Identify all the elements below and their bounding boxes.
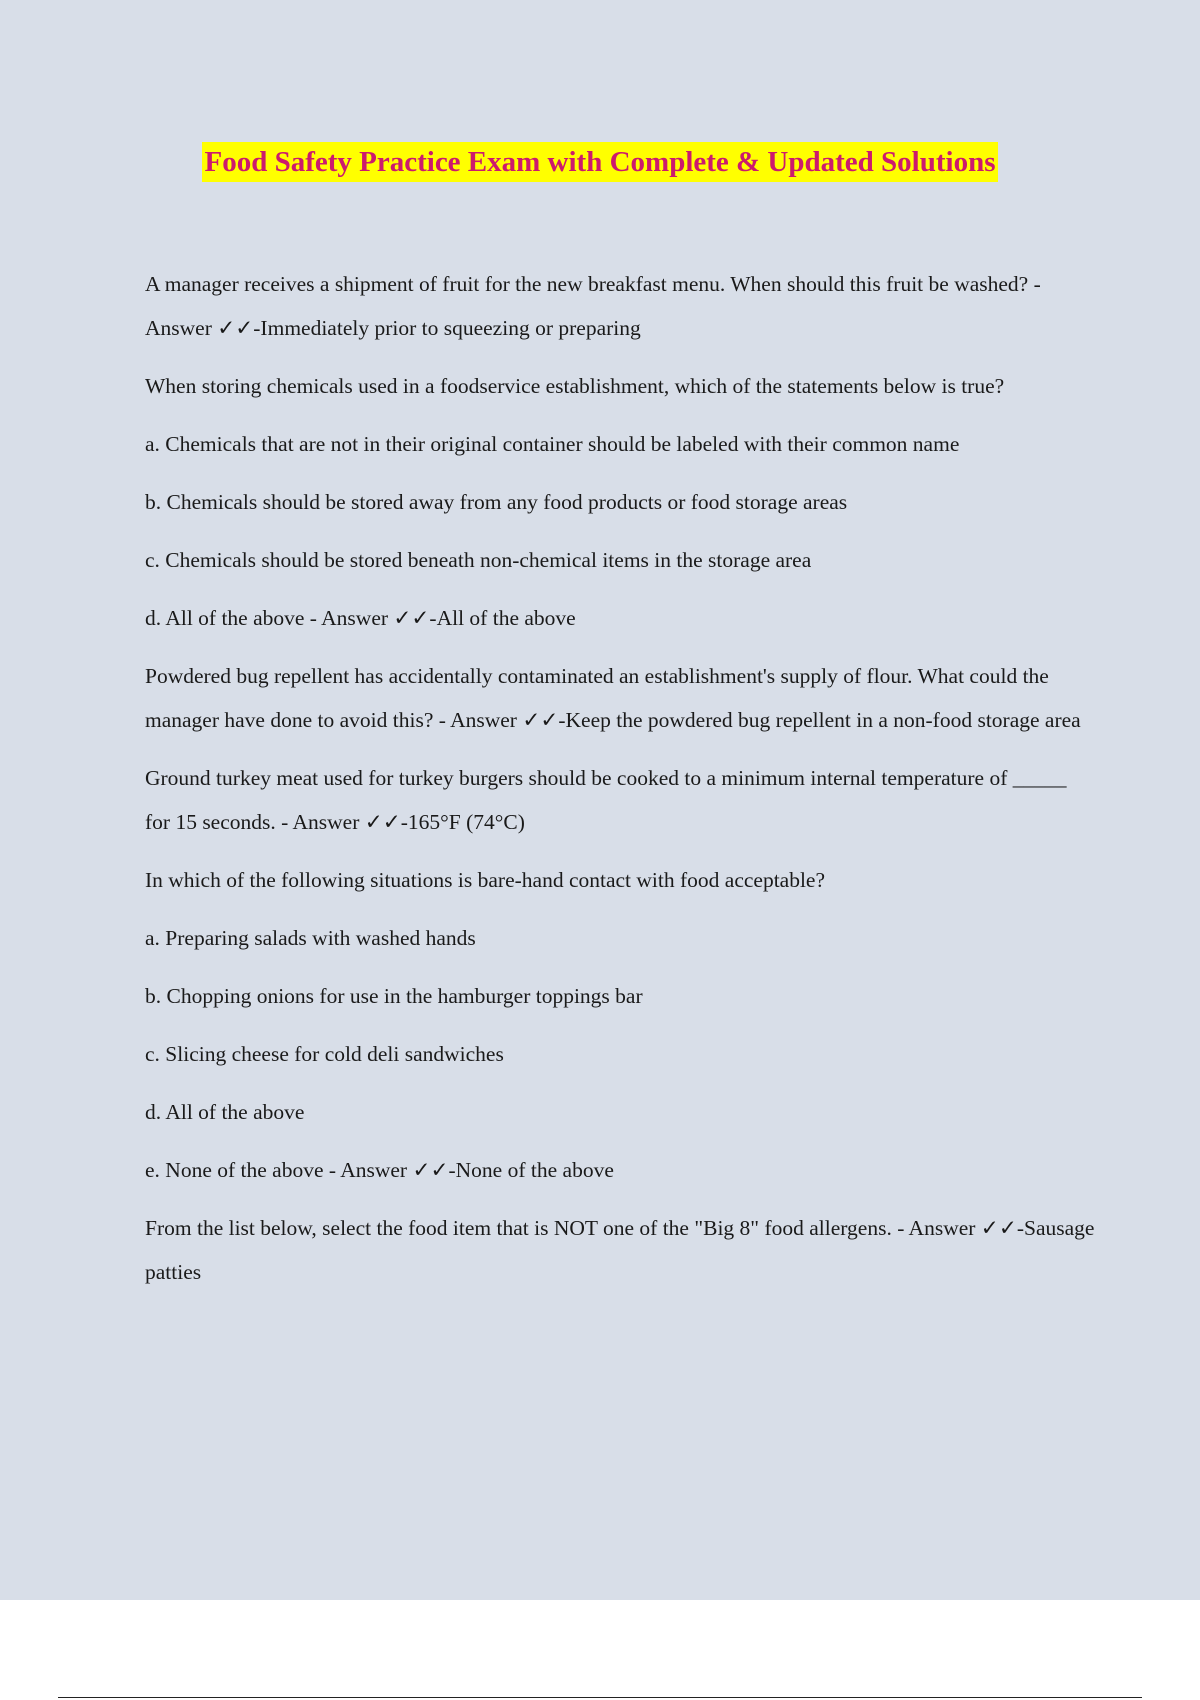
paragraph-q5-option-e: e. None of the above - Answer ✓✓-None of the above bbox=[145, 1158, 614, 1182]
document-body bbox=[145, 262, 1095, 1308]
document-title: Food Safety Practice Exam with Complete & Updated Solutions bbox=[202, 142, 997, 182]
paragraph-q5-option-a: a. Preparing salads with washed hands bbox=[145, 926, 476, 950]
paragraph-q1: A manager receives a shipment of fruit for the new breakfast menu. When should this fruit be washed? - Answer ✓✓-Immediately prior to squeezing or preparing bbox=[145, 272, 1041, 340]
paragraph-q5-option-c: c. Slicing cheese for cold deli sandwiches bbox=[145, 1042, 504, 1066]
paragraph-q5: In which of the following situations is bare-hand contact with food acceptable? bbox=[145, 868, 826, 892]
paragraph-q2-option-b: b. Chemicals should be stored away from any food products or food storage areas bbox=[145, 490, 848, 514]
footer-divider bbox=[58, 1697, 1142, 1698]
paragraph-q4: Ground turkey meat used for turkey burgers should be cooked to a minimum internal temperature of _____ for 15 seconds. - Answer ✓✓-165°F (74°C) bbox=[145, 766, 1067, 834]
paragraph-q2-option-a: a. Chemicals that are not in their original container should be labeled with their common name bbox=[145, 432, 960, 456]
paragraph-q5-option-b: b. Chopping onions for use in the hamburger toppings bar bbox=[145, 984, 643, 1008]
paragraph-q2-option-c: c. Chemicals should be stored beneath non-chemical items in the storage area bbox=[145, 548, 812, 572]
paragraph-q6: From the list below, select the food item that is NOT one of the "Big 8" food allergens. - Answer ✓✓-Sausage patties bbox=[145, 1216, 1095, 1284]
paragraph-q2-option-d: d. All of the above - Answer ✓✓-All of the above bbox=[145, 606, 576, 630]
paragraph-q2: When storing chemicals used in a foodservice establishment, which of the statements below is true? bbox=[145, 374, 1005, 398]
title-container bbox=[0, 142, 1200, 182]
paragraph-q5-option-d: d. All of the above bbox=[145, 1100, 305, 1124]
paragraph-q3: Powdered bug repellent has accidentally contaminated an establishment's supply of flour. What could the manager have done to avoid this? - Answer ✓✓-Keep the powdered bug repellent in a non-food storage area bbox=[145, 664, 1081, 732]
